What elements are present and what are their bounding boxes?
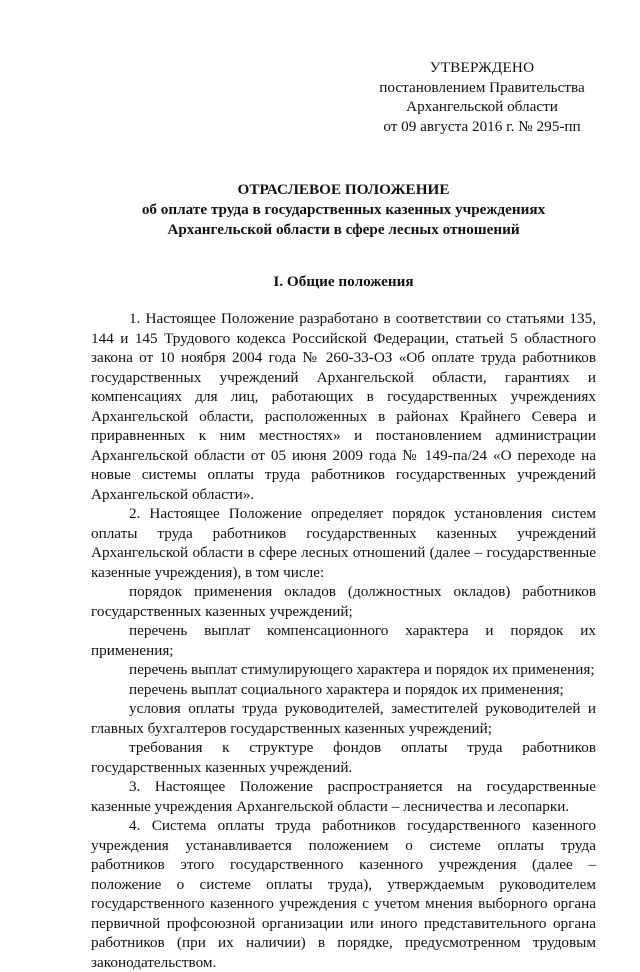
paragraph-2: 2. Настоящее Положение определяет порядок установления систем оплаты труда работников государственных казенных учреждений Архангельской области в сфере лесных отношений (далее – государственные казенные учреждения), в том числе: (91, 505, 596, 581)
approval-line-2: Архангельской области (406, 98, 558, 116)
paragraph-1: 1. Настоящее Положение разработано в соответствии со статьями 135, 144 и 145 Трудового кодекса Российской Федерации, статьей 5 областного закона от 10 ноября 2004 года № 260-33-ОЗ «Об оплате труда работников государственных учреждений Архангельской области, гарантиях и компенсациях для лиц, работающих в государственных учреждениях Архангельской области, расположенных в районах Крайнего Севера и приравненных к ним местностях» и постановлением администрации Архангельской области от 05 июня 2009 года № 149-па/24 «О переходе на новые системы оплаты труда работников государственных учреждений Архангельской области». (91, 310, 596, 503)
paragraph-3: 3. Настоящее Положение распространяется на государственные казенные учреждения Архангельской области – лесничества и лесопарки. (91, 778, 596, 815)
paragraph-4: 4. Система оплаты труда работников государственного казенного учреждения устанавливается положением о системе оплаты труда работников этого государственного казенного учреждения (далее – положение о системе оплаты труда), утверждаемым руководителем государственного казенного учреждения с учетом мнения выборного органа первичной профсоюзной организации или иного представительного органа работников (при их наличии) в порядке, предусмотренном трудовым законодательством. (91, 817, 596, 971)
list-item-compensation: перечень выплат компенсационного характера и порядок их применения; (91, 622, 596, 659)
document-title-line-2: об оплате труда в государственных казенных учреждениях (141, 201, 546, 219)
list-item-fund-structure: требования к структуре фондов оплаты труда работников государственных казенных учреждений. (91, 739, 596, 776)
document-title (91, 180, 596, 240)
approval-stamp (367, 58, 597, 136)
document-title-line-3: Архангельской области в сфере лесных отношений (167, 221, 520, 239)
approval-line-3: от 09 августа 2016 г. № 295-пп (383, 117, 581, 135)
document-title-line-1: ОТРАСЛЕВОЕ ПОЛОЖЕНИЕ (237, 181, 450, 199)
list-item-management-pay: условия оплаты труда руководителей, заместителей руководителей и главных бухгалтеров государственных казенных учреждений; (91, 700, 596, 737)
approval-title: УТВЕРЖДЕНО (429, 59, 535, 76)
body-text (91, 309, 596, 972)
list-item-salary-order: порядок применения окладов (должностных окладов) работников государственных казенных учреждений; (91, 583, 596, 620)
list-item-incentive: перечень выплат стимулирующего характера и порядок их применения; (129, 661, 595, 679)
approval-line-1: постановлением Правительства (379, 78, 585, 96)
section-title: I. Общие положения (273, 273, 414, 291)
list-item-social: перечень выплат социального характера и порядок их применения; (129, 680, 564, 698)
